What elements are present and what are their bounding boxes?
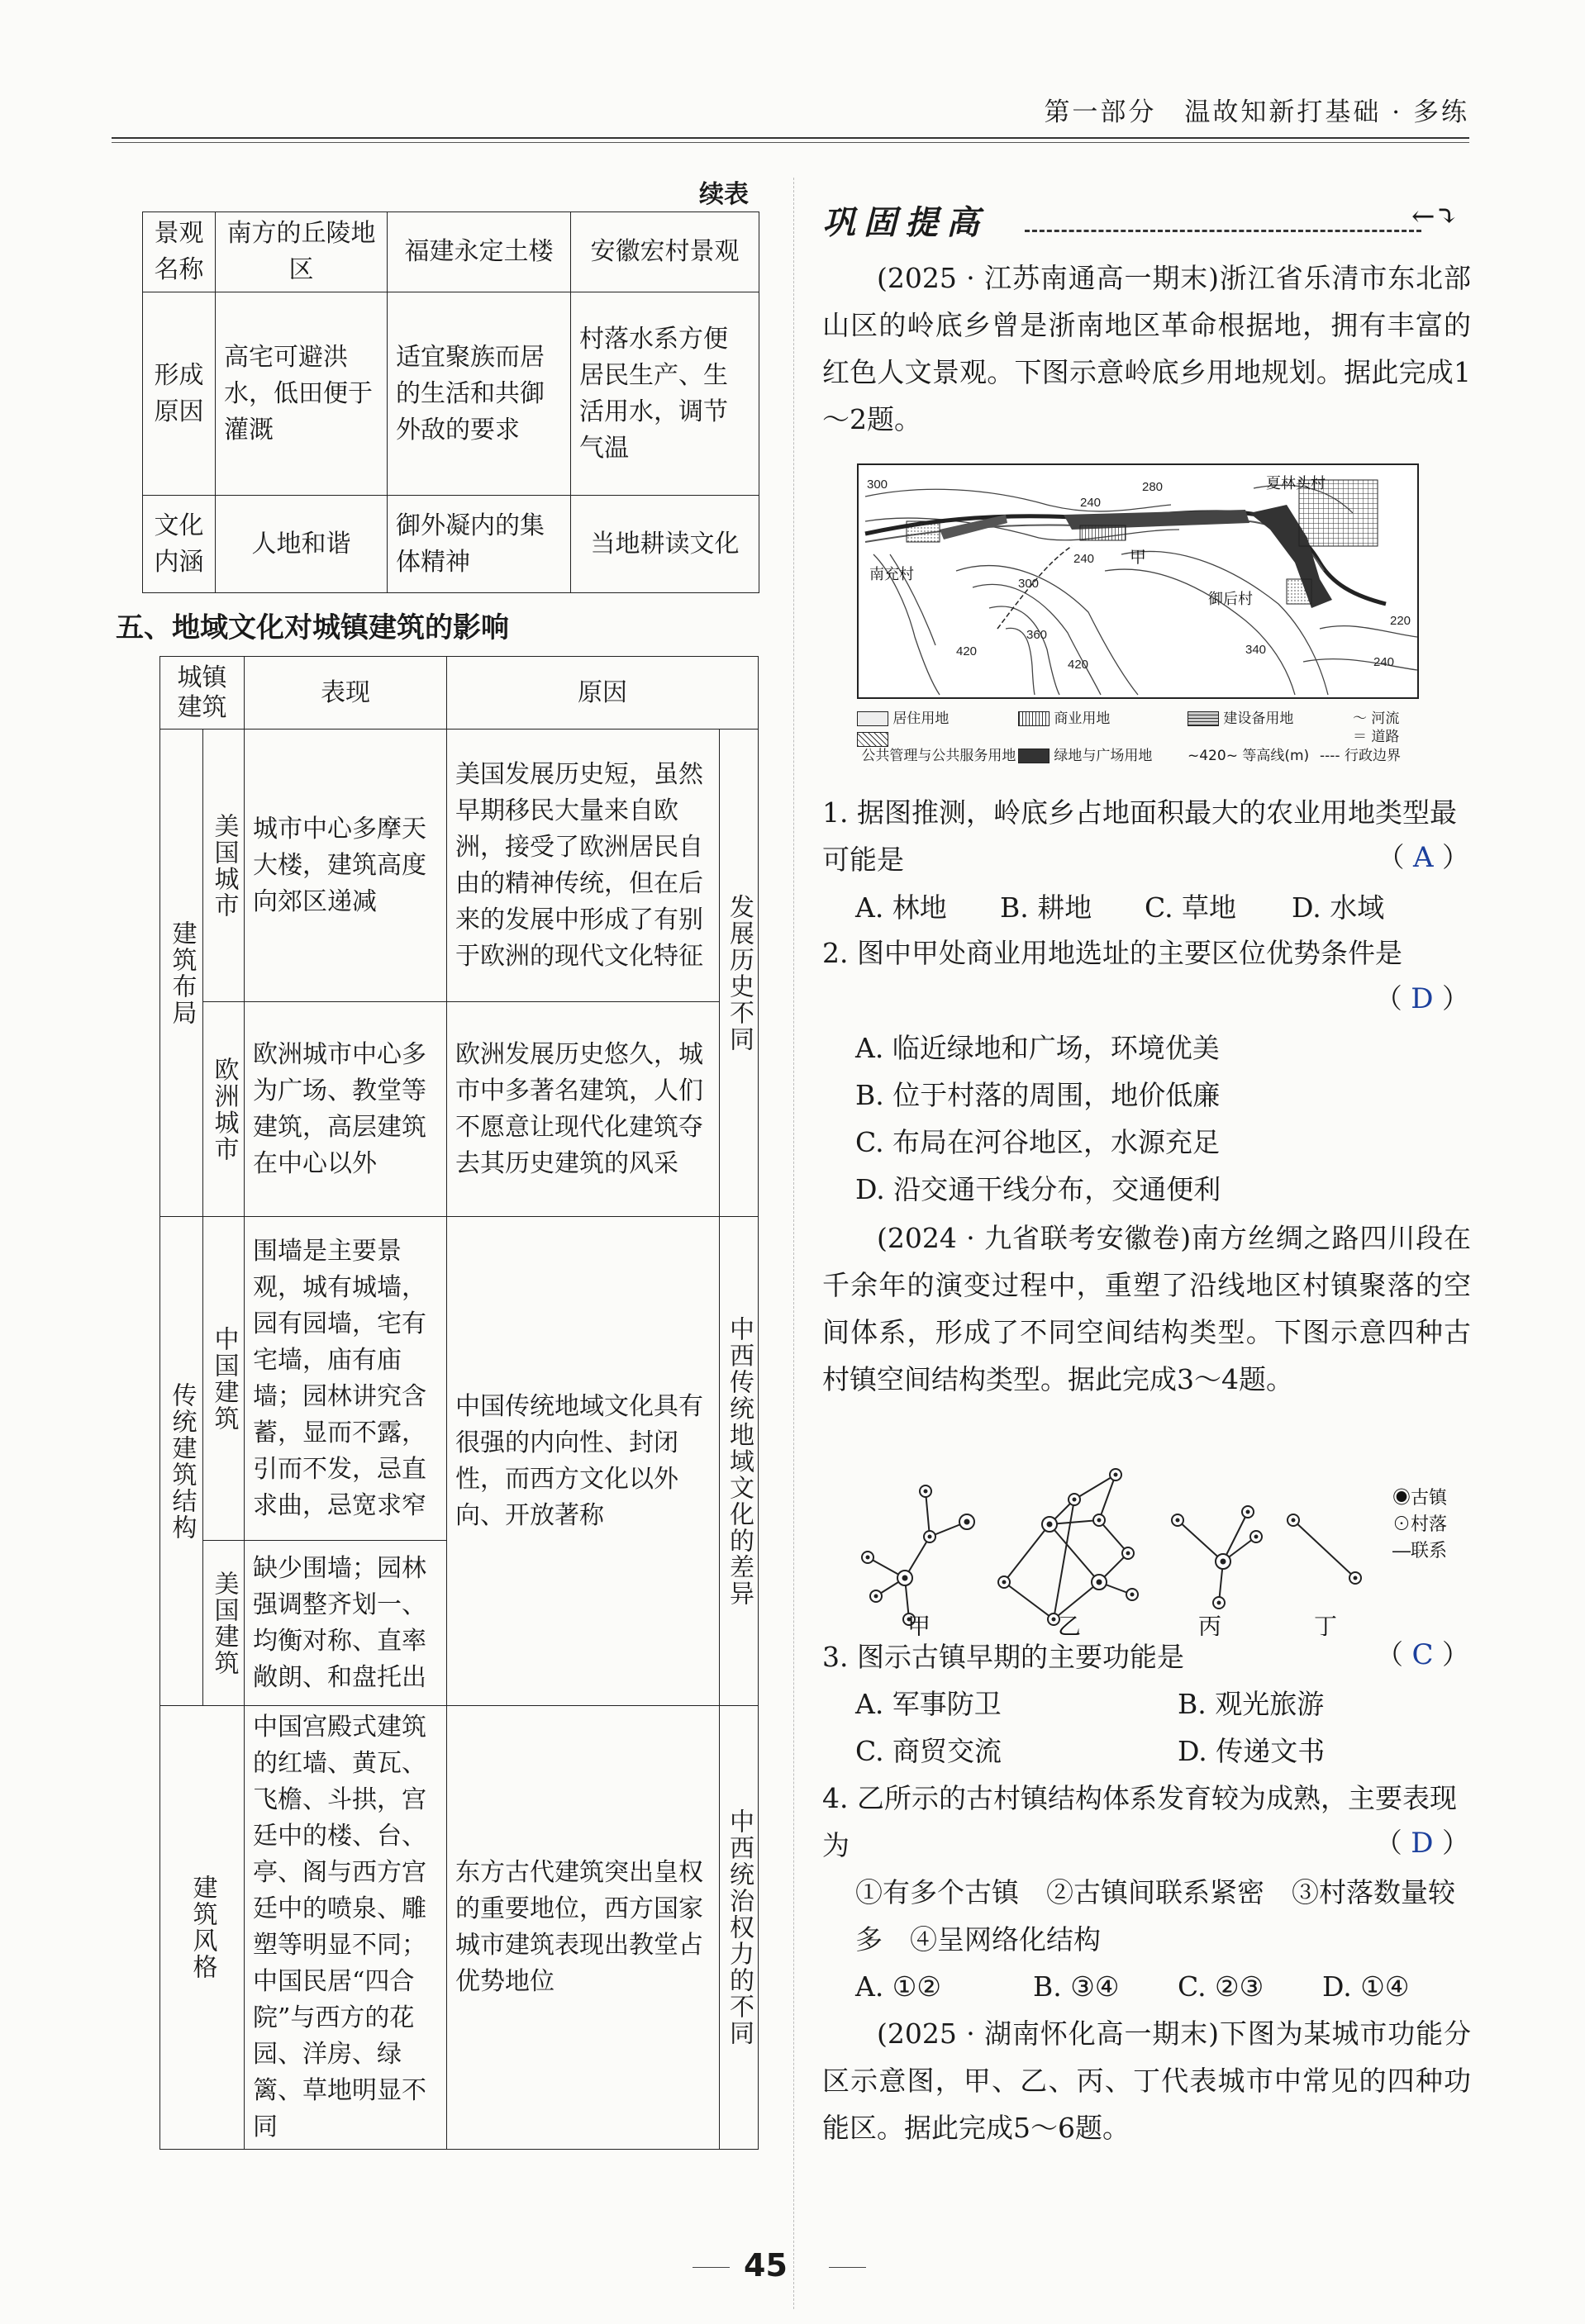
map-label: 甲 <box>1130 549 1146 567</box>
question-stem: 1. 据图推测，岭底乡占地面积最大的农业用地类型最可能是 <box>822 796 1457 876</box>
legend-swatch <box>857 711 888 726</box>
reason-side-label: 发展历史不同 <box>720 730 759 1217</box>
map-label: 御后村 <box>1208 591 1253 607</box>
structure-label: 丁 <box>1314 1613 1338 1636</box>
section-title: 五、地域文化对城镇建筑的影响 <box>116 611 509 644</box>
table-row <box>143 496 759 593</box>
group-label: 建筑布局 <box>160 730 203 1217</box>
table-cell: 文化内涵 <box>143 496 216 593</box>
contour-label: 340 <box>1245 643 1267 657</box>
residential-land <box>1287 579 1311 604</box>
option: D. 水域 <box>1292 891 1385 924</box>
option: A. ①② <box>855 1970 941 2003</box>
legend-swatch <box>1188 711 1219 726</box>
table-cell: 适宜聚族而居的生活和共御外敌的要求 <box>388 292 571 496</box>
contour-label: 240 <box>1073 552 1095 566</box>
answer: D <box>1411 1827 1434 1860</box>
table-cell: 当地耕读文化 <box>571 496 759 593</box>
option: B. 耕地 <box>1000 891 1092 924</box>
contour-label: 300 <box>1018 577 1040 591</box>
legend-item: 绿地与广场用地 <box>1018 744 1152 764</box>
contour-label: 420 <box>956 644 978 658</box>
intro-paragraph-2: (2024 · 九省联考安徽卷)南方丝绸之路四川段在千余年的演变过程中，重塑了沿线地区村镇聚落的空间体系，形成了不同空间结构类型。下图示意四种古村镇空间结构类型。据此完成3～4题。 <box>822 1222 1471 1395</box>
header-title: 第一部分 温故知新打基础 · 多练 <box>1044 97 1469 127</box>
option: D. ①④ <box>1322 1970 1410 2003</box>
table-header-cell: 南方的丘陵地区 <box>216 212 388 292</box>
section-banner <box>822 197 1459 243</box>
table-row <box>160 657 759 730</box>
table-cell: 缺少围墙；园林强调整齐划一、均衡对称、直率敞朗、和盘托出 <box>245 1541 447 1706</box>
structure-label: 丙 <box>1198 1613 1222 1636</box>
structure-legend: —联系 <box>1392 1540 1448 1561</box>
table-cell: 美国发展历史短，虽然早期移民大量来自欧洲，接受了欧洲居民自由的精神传统，但在后来的发展中形成了有别于欧洲的现代文化特征 <box>447 730 720 1002</box>
map-label: 夏林头村 <box>1266 475 1326 492</box>
question-stem: 4. 乙所示的古村镇结构体系发育较为成熟，主要表现为 <box>822 1782 1457 1861</box>
table-header-cell: 原因 <box>447 657 759 730</box>
table-header-cell: 表现 <box>245 657 447 730</box>
structure-links <box>868 1475 1355 1619</box>
group-label: 建筑风格 <box>160 1706 245 2150</box>
map-label: 南充村 <box>869 566 914 582</box>
land-use-map <box>857 463 1419 699</box>
structure-legend: ⊙村落 <box>1392 1514 1448 1534</box>
sub-label: 美国城市 <box>203 730 245 1002</box>
village-structure-diagram <box>843 1454 1471 1636</box>
residential-land <box>907 521 940 542</box>
contour-label: 420 <box>1068 658 1089 672</box>
contour-label: 360 <box>1026 628 1048 642</box>
option: A. 军事防卫 <box>855 1688 1002 1720</box>
table-row <box>143 292 759 496</box>
contour-label: 280 <box>1142 480 1164 494</box>
legend-item: 公共管理与公共服务用地 <box>857 731 1010 764</box>
table-cell: 东方古代建筑突出皇权的重要地位，西方国家城市建筑表现出教堂占优势地位 <box>447 1706 720 2150</box>
legend-item: 商业用地 <box>1018 706 1110 727</box>
option: B. ③④ <box>1033 1970 1120 2003</box>
answer-bracket: （ D ） <box>1374 1827 1469 1860</box>
link <box>1004 1475 1132 1619</box>
table-header-cell: 福建永定土楼 <box>388 212 571 292</box>
continued-label: 续表 <box>699 180 749 209</box>
contour-label: 240 <box>1080 496 1102 510</box>
header-rule <box>112 137 1469 139</box>
commercial-land <box>1080 525 1126 540</box>
option: D. 沿交通干线分布，交通便利 <box>855 1173 1221 1205</box>
table-header-cell: 景观名称 <box>143 212 216 292</box>
page-number-rule <box>693 2267 730 2268</box>
page-number: 45 <box>744 2247 788 2284</box>
header-rule-thin <box>112 142 1469 143</box>
structure-legend: ◉古镇 <box>1392 1487 1448 1508</box>
option: A. 林地 <box>855 891 947 924</box>
structure-label: 甲 <box>907 1613 931 1636</box>
question-2 <box>822 929 1471 977</box>
sub-label: 欧洲城市 <box>203 1002 245 1217</box>
legend-swatch <box>857 732 888 747</box>
settlement-nodes <box>862 1469 1361 1625</box>
column-divider <box>793 178 794 2309</box>
intro-paragraph-1: (2025 · 江苏南通高一期末)浙江省乐清市东北部山区的岭底乡曾是浙南地区革命根据地，拥有丰富的红色人文景观。下图示意岭底乡用地规划。据此完成1～2题。 <box>822 262 1471 435</box>
question-stem: 3. 图示古镇早期的主要功能是 <box>822 1641 1184 1673</box>
table-cell: 高宅可避洪水，低田便于灌溉 <box>216 292 388 496</box>
question-1 <box>822 789 1471 883</box>
legend-item: 建设备用地 <box>1188 706 1293 727</box>
option: D. 传递文书 <box>1178 1735 1326 1767</box>
question-stem: 2. 图中甲处商业用地选址的主要区位优势条件是 <box>822 937 1402 969</box>
intro-paragraph-3: (2025 · 湖南怀化高一期末)下图为某城市功能分区示意图，甲、乙、丙、丁代表城市中常见的四种功能区。据此完成5～6题。 <box>822 2017 1471 2144</box>
option-items: ①有多个古镇 ②古镇间联系紧密 ③村落数量较多 ④呈网络化结构 <box>855 1876 1455 1956</box>
table-row <box>160 1002 759 1217</box>
answer-bracket: （ D ） <box>1374 982 1469 1015</box>
legend-item: 居住用地 <box>857 706 949 727</box>
legend-item: 〜 河流 <box>1353 711 1400 727</box>
answer-bracket: （ A ） <box>1377 841 1469 874</box>
option: C. 布局在河谷地区，水源充足 <box>855 1126 1221 1158</box>
landscape-table <box>142 211 759 593</box>
legend-swatch <box>1018 711 1050 726</box>
contour-label: 300 <box>867 478 888 492</box>
reason-side-label: 中西统治权力的不同 <box>720 1706 759 2150</box>
legend-item: ~420~ 等高线(m) <box>1188 748 1310 764</box>
map-legend <box>857 706 1435 764</box>
option: B. 观光旅游 <box>1178 1688 1325 1720</box>
sub-label: 美国建筑 <box>203 1541 245 1706</box>
option: C. 草地 <box>1145 891 1237 924</box>
table-cell: 村落水系方便居民生产、生活用水，调节气温 <box>571 292 759 496</box>
table-cell: 欧洲发展历史悠久，城市中多著名建筑，人们不愿意让现代化建筑夺去其历史建筑的风采 <box>447 1002 720 1217</box>
reason-side-label: 中西传统地域文化的差异 <box>720 1217 759 1706</box>
table-cell: 围墙是主要景观，城有城墙，园有园墙，宅有宅墙，庙有庙墙；园林讲究含蓄，显而不露，引而不发，忌直求曲，忌宽求窄 <box>245 1217 447 1541</box>
option: C. ②③ <box>1178 1970 1264 2003</box>
table-cell: 欧洲城市中心多为广场、教堂等建筑，高层建筑在中心以外 <box>245 1002 447 1217</box>
answer-bracket: （ C ） <box>1375 1638 1469 1671</box>
link <box>1293 1520 1355 1578</box>
table-header-cell: 安徽宏村景观 <box>571 212 759 292</box>
banner-label: 巩固提高 <box>822 203 988 242</box>
table-cell: 城市中心多摩天大楼，建筑高度向郊区递减 <box>245 730 447 1002</box>
question-3 <box>822 1633 1471 1680</box>
link <box>868 1491 967 1619</box>
contour-label: 220 <box>1390 614 1411 628</box>
node-centers <box>866 1473 1358 1622</box>
contour-label: 240 <box>1373 655 1395 669</box>
table-cell: 人地和谐 <box>216 496 388 593</box>
table-cell: 中国传统地域文化具有很强的内向性、封闭性，而西方文化以外向、开放著称 <box>447 1217 720 1706</box>
option: A. 临近绿地和广场，环境优美 <box>855 1032 1220 1064</box>
arrow-icon: ←⤵ <box>1411 200 1459 233</box>
sub-label: 中国建筑 <box>203 1217 245 1541</box>
answer: D <box>1411 982 1434 1015</box>
banner-dash <box>1025 230 1421 232</box>
legend-swatch <box>1018 749 1050 763</box>
legend-item: ---- 行政边界 <box>1320 748 1401 764</box>
answer: C <box>1411 1638 1434 1671</box>
table-cell: 御外凝内的集体精神 <box>388 496 571 593</box>
option: C. 商贸交流 <box>855 1735 1002 1767</box>
table-header-cell: 城镇建筑 <box>160 657 245 730</box>
option: B. 位于村落的周围，地价低廉 <box>855 1079 1221 1111</box>
legend-item: ＝ 道路 <box>1353 729 1400 745</box>
table-row <box>160 1706 759 2150</box>
page-header <box>112 91 1469 140</box>
page-number-rule <box>829 2267 866 2268</box>
table-cell: 中国宫殿式建筑的红墙、黄瓦、飞檐、斗拱，宫廷中的楼、台、亭、阁与西方宫廷中的喷泉、雕塑等明显不同；中国民居“四合院”与西方的花园、洋房、绿篱、草地明显不同 <box>245 1706 447 2150</box>
answer: A <box>1412 841 1434 874</box>
group-label: 传统建筑结构 <box>160 1217 203 1706</box>
table-cell: 形成原因 <box>143 292 216 496</box>
table-row <box>160 730 759 1002</box>
architecture-table <box>159 656 759 2150</box>
question-4 <box>822 1775 1471 1869</box>
table-row <box>160 1217 759 1541</box>
table-row <box>143 212 759 292</box>
structure-label: 乙 <box>1058 1613 1082 1636</box>
